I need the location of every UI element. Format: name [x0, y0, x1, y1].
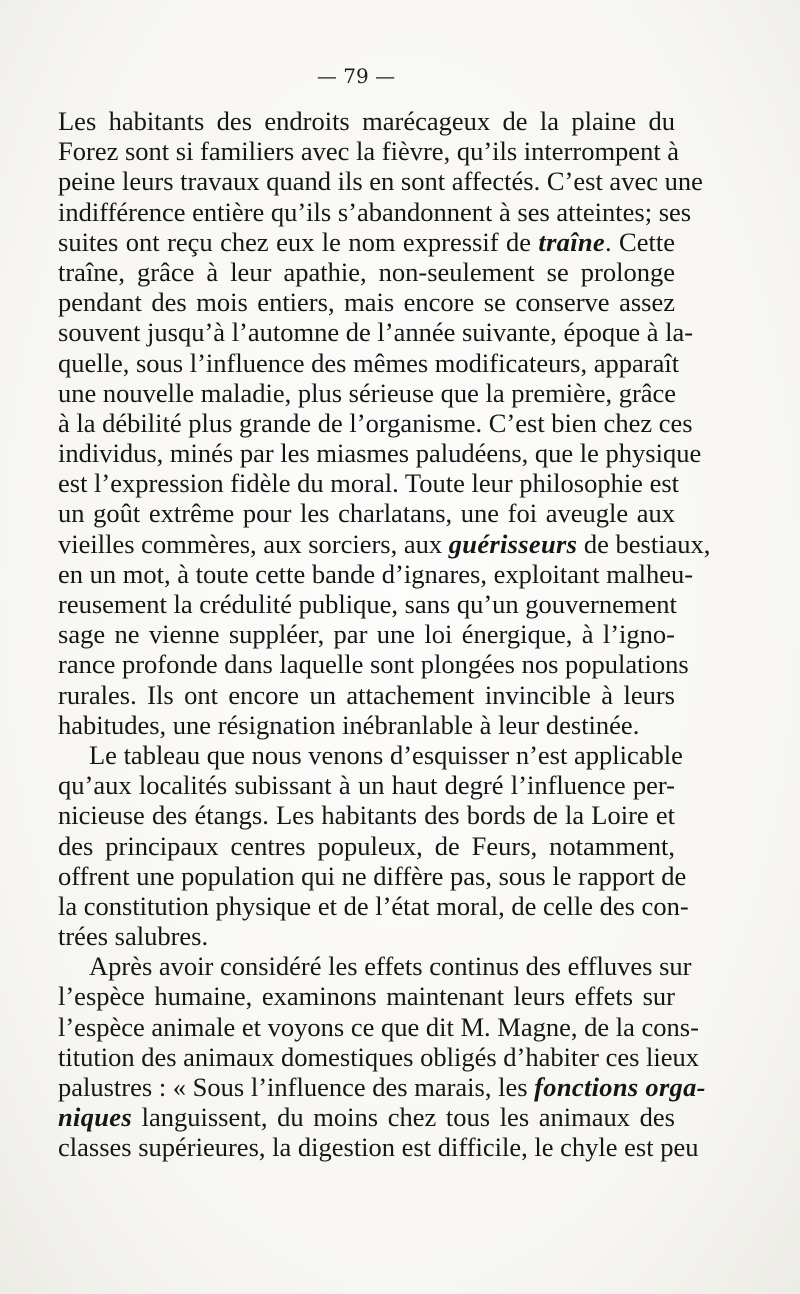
text-segment: est l’expression fidèle du moral. Toute leur philosophie est [58, 468, 680, 499]
text-segment: Le tableau que nous venons d’esquisser n’est applicable [89, 739, 683, 770]
text-line [58, 831, 675, 861]
page-number: — 79 — [316, 64, 396, 88]
text-segment: Forez sont si familiers avec la fièvre, qu’ils interrompent à [58, 136, 680, 167]
text-line [58, 468, 680, 499]
text-segment: traîne, grâce à leur apathie, non-seulement se prolonge [58, 256, 675, 287]
text-segment: souvent jusqu’à l’automne de l’année suivante, époque à la- [58, 317, 694, 348]
text-line [58, 407, 693, 438]
text-line [58, 347, 680, 378]
text-segment: Les habitants des endroits marécageux de la plaine du [58, 106, 675, 136]
text-line [58, 558, 694, 589]
text-segment: . Cette [605, 226, 675, 257]
text-line [58, 1072, 706, 1102]
text-line [58, 649, 689, 680]
text-line [58, 1041, 700, 1072]
text-segment: palustres : « Sous l’influence des marais, les [58, 1072, 535, 1102]
text-line [58, 498, 675, 528]
text-segment: indifférence entière qu’ils s’abandonnent à ses atteintes; ses [58, 196, 692, 227]
text-line [58, 619, 675, 649]
italic-term: niques [58, 1102, 132, 1133]
text-segment: l’espèce humaine, examinons maintenant leurs effets sur [58, 981, 675, 1012]
text-line [58, 981, 675, 1011]
text-segment: reusement la crédulité publique, sans qu’un gouvernement [58, 589, 677, 619]
text-line [58, 739, 683, 770]
text-line [58, 800, 675, 830]
text-line [58, 227, 675, 257]
text-segment: quelle, sous l’influence des mêmes modificateurs, apparaît [58, 347, 680, 378]
text-line [58, 921, 675, 951]
text-segment: peine leurs travaux quand ils en sont affectés. C’est avec une [58, 166, 703, 197]
text-line [58, 1011, 699, 1042]
text-line [58, 196, 692, 227]
text-segment: nicieuse des étangs. Les habitants des bords de la Loire et [58, 800, 675, 831]
text-line [58, 438, 702, 469]
body-text [58, 106, 711, 1163]
text-segment: individus, minés par les miasmes paludéens, que le physique [58, 438, 702, 469]
text-segment: pendant des mois entiers, mais encore se conserve assez [58, 287, 675, 318]
text-line [58, 528, 711, 559]
text-segment: rance profonde dans laquelle sont plongées nos populations [58, 649, 689, 680]
text-line [58, 770, 675, 800]
text-line [58, 890, 689, 921]
text-segment: une nouvelle maladie, plus sérieuse que la première, grâce [58, 377, 677, 408]
text-segment: trées salubres. [58, 921, 209, 952]
text-line [58, 257, 675, 287]
text-segment: un goût extrême pour les charlatans, une foi aveugle aux [58, 498, 675, 529]
italic-term: guérisseurs [448, 528, 578, 559]
text-line [58, 378, 675, 408]
text-line [58, 710, 675, 740]
text-segment: qu’aux localités subissant à un haut degré l’influence per- [58, 770, 675, 801]
text-line [58, 951, 692, 982]
text-segment: classes supérieures, la digestion est difficile, le chyle est peu [58, 1132, 699, 1163]
italic-term: traîne [538, 226, 605, 257]
text-segment: offrent une population qui ne diffère pas, sous le rapport de [58, 860, 687, 891]
text-segment: de bestiaux, [577, 528, 711, 559]
text-segment: rurales. Ils ont encore un attachement invincible à leurs [58, 679, 675, 710]
text-segment: la constitution physique et de l’état moral, de celle des con- [58, 890, 689, 921]
text-line [58, 136, 680, 167]
text-line [58, 287, 675, 317]
text-line [58, 106, 675, 136]
text-segment: habitudes, une résignation inébranlable à leur destinée. [58, 709, 640, 740]
italic-term: fonctions orga- [534, 1072, 706, 1102]
text-line [58, 860, 687, 891]
text-segment: titution des animaux domestiques obligés d’habiter ces lieux [58, 1041, 700, 1072]
text-segment: des principaux centres populeux, de Feurs, notamment, [58, 830, 675, 861]
text-line [58, 1102, 675, 1132]
text-line [58, 317, 694, 348]
text-line [58, 166, 703, 197]
text-segment: suites ont reçu chez eux le nom expressif de [58, 226, 539, 257]
text-line [58, 1132, 699, 1163]
text-segment: languissent, du moins chez tous les animaux des [131, 1102, 675, 1133]
text-line [58, 589, 675, 619]
text-segment: l’espèce animale et voyons ce que dit M. Magne, de la cons- [58, 1011, 699, 1042]
text-segment: vieilles commères, aux sorciers, aux [58, 528, 449, 559]
text-segment: en un mot, à toute cette bande d’ignares, exploitant malheu- [58, 558, 694, 589]
text-line [58, 680, 675, 710]
text-segment: à la débilité plus grande de l’organisme. C’est bien chez ces [58, 407, 693, 438]
text-segment: Après avoir considéré les effets continus des effluves sur [89, 951, 692, 982]
text-segment: sage ne vienne suppléer, par une loi énergique, à l’igno- [58, 619, 675, 650]
